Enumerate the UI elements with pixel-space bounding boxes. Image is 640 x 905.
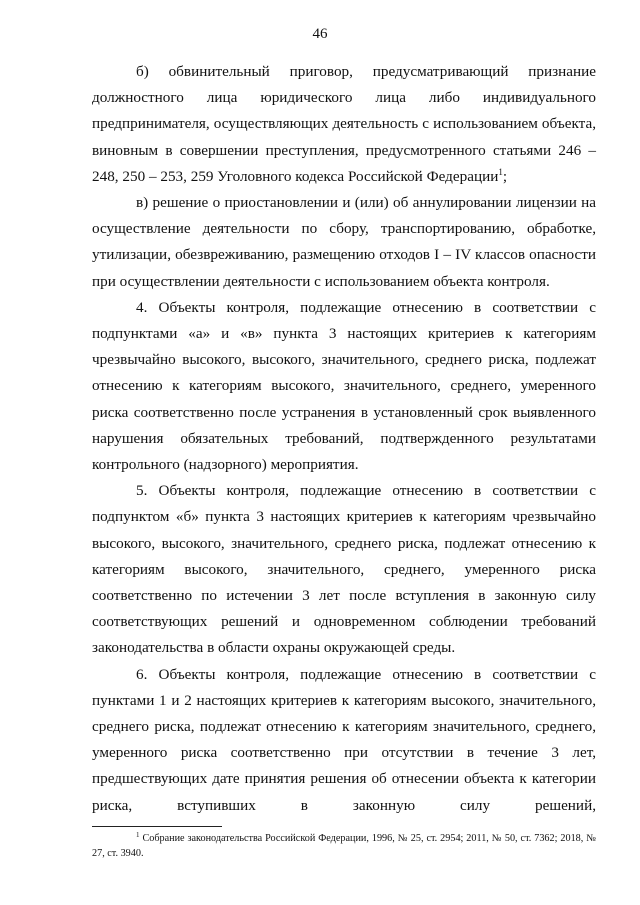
page-number: 46 bbox=[312, 26, 328, 42]
footnote-reference: 1 bbox=[498, 166, 503, 177]
paragraph-text-end: ; bbox=[502, 167, 508, 185]
footnote-marker: 1 bbox=[136, 831, 140, 839]
paragraph-text: б) обвинительный приговор, предусматривающий признание должностного лица юридического лица либо индивидуального предпринимателя, осуществляющих деятельность с использованием объекта, виновным в совершении преступления, предусмотренного статьями 246 – 248, 250 – 253, 259 Уголовного кодекса Российской Федерации bbox=[92, 63, 596, 185]
paragraph-b bbox=[92, 59, 596, 190]
footnote bbox=[92, 831, 596, 861]
paragraph-6: 6. Объекты контроля, подлежащие отнесению в соответствии с пунктами 1 и 2 настоящих критериев к категориям высокого, значительного, среднего риска, подлежат отнесению к категориям значительного, среднего, умеренного риска соответственно при отсутствии в течение 3 лет, предшествующих дате принятия решения об отнесении объекта к категории риска, вступивших в законную силу решений, bbox=[92, 665, 596, 814]
paragraph-4: 4. Объекты контроля, подлежащие отнесению в соответствии с подпунктами «а» и «в» пункта 3 настоящих критериев к категориям чрезвычайно высокого, высокого, значительного, среднего риска, подлежат отнесению к категориям высокого, значительного, среднего, умеренного риска соответственно после устранения в установленный срок выявленного нарушения обязательных требований, подтвержденного результатами контрольного (надзорного) мероприятия. bbox=[92, 298, 596, 474]
footnote-text: Собрание законодательства Российской Федерации, 1996, № 25, ст. 2954; 2011, № 50, ст. 7362; 2018, № 27, ст. 3940. bbox=[92, 833, 596, 859]
paragraph-v: в) решение о приостановлении и (или) об аннулировании лицензии на осуществление деятельности по сбору, транспортированию, обработке, утилизации, обезвреживанию, размещению отходов I – IV классов опасности при осуществлении деятельности с использованием объекта контроля. bbox=[92, 194, 596, 290]
document-body bbox=[92, 59, 596, 819]
paragraph-5: 5. Объекты контроля, подлежащие отнесению в соответствии с подпунктом «б» пункта 3 настоящих критериев к категориям чрезвычайно высокого, высокого, значительного, среднего риска, подлежат отнесению к категориям высокого, значительного, среднего, умеренного риска соответственно по истечении 3 лет после вступления в законную силу соответствующих решений и одновременном соблюдении требований законодательства в области охраны окружающей среды. bbox=[92, 482, 596, 657]
footnote-divider bbox=[92, 826, 222, 827]
